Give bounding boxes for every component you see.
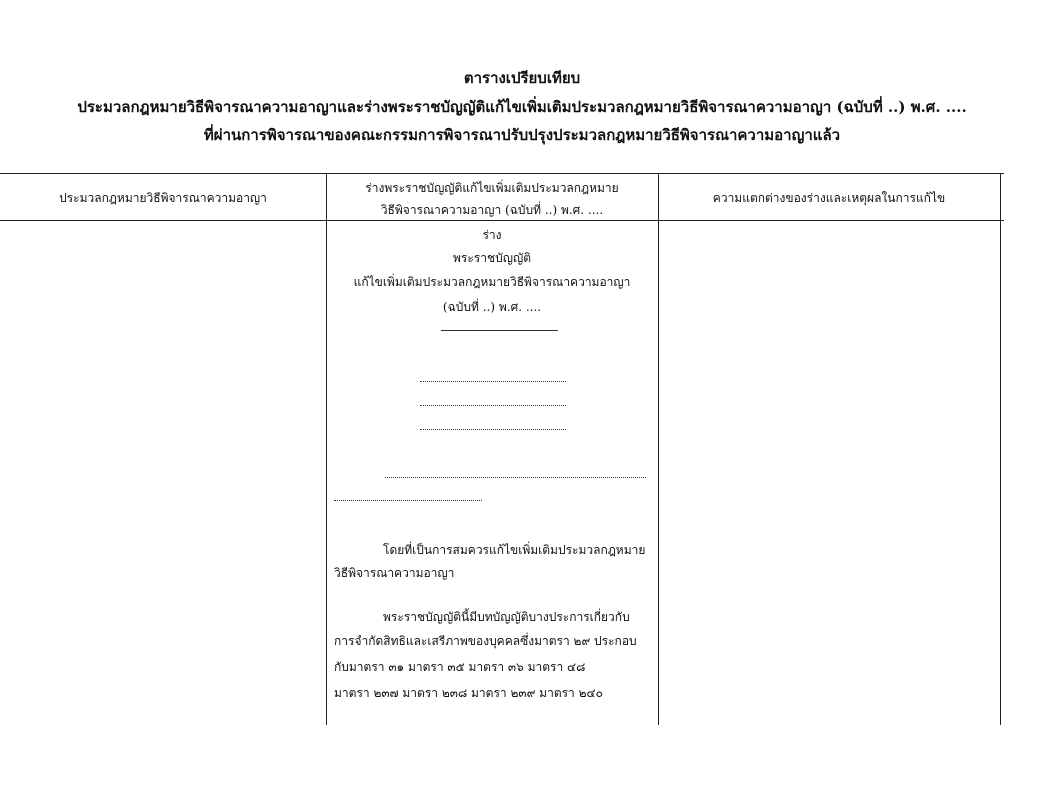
provision-text-line4: มาตรา ๒๓๗ มาตรา ๒๓๘ มาตรา ๒๓๙ มาตรา ๒๔๐ <box>334 686 603 700</box>
provision-text-line3: กับมาตรา ๓๑ มาตรา ๓๕ มาตรา ๓๖ มาตรา ๔๘ <box>334 660 586 674</box>
column-header-draft-line2: วิธีพิจารณาความอาญา (ฉบับที่ ..) พ.ศ. .... <box>380 203 604 217</box>
table-header-bottom-border <box>0 220 1004 221</box>
column-divider-2 <box>658 173 659 725</box>
draft-label: ร่าง <box>482 228 502 242</box>
dotted-line <box>420 405 566 406</box>
column-header-differences: ความแตกต่างของร่างและเหตุผลในการแก้ไข <box>712 191 946 205</box>
provision-text-line1: พระราชบัญญัตินี้มีบทบัญญัติบางประการเกี่ยวกับ <box>383 610 630 624</box>
title-underline <box>441 330 558 331</box>
column-header-draft-line1: ร่างพระราชบัญญัติแก้ไขเพิ่มเติมประมวลกฎหมาย <box>365 181 619 195</box>
reason-text-line1: โดยที่เป็นการสมควรแก้ไขเพิ่มเติมประมวลกฎหมาย <box>383 543 646 557</box>
dotted-line <box>420 429 566 430</box>
dotted-line <box>420 381 566 382</box>
dotted-line <box>385 477 646 478</box>
document-subtitle-2: ที่ผ่านการพิจารณาของคณะกรรมการพิจารณาปรับปรุงประมวลกฎหมายวิธีพิจารณาความอาญาแล้ว <box>203 126 841 144</box>
document-title: ตารางเปรียบเทียบ <box>463 69 581 87</box>
document-subtitle: ประมวลกฎหมายวิธีพิจารณาความอาญาและร่างพระราชบัญญัติแก้ไขเพิ่มเติมประมวลกฎหมายวิธีพิจารณาความอาญา (ฉบับที่ ..) พ.ศ. .... <box>77 98 967 116</box>
edition-line: (ฉบับที่ ..) พ.ศ. .... <box>442 300 542 314</box>
act-title: พระราชบัญญัติ <box>453 251 531 265</box>
column-header-code: ประมวลกฎหมายวิธีพิจารณาความอาญา <box>59 191 267 205</box>
reason-text-line2: วิธีพิจารณาความอาญา <box>334 566 455 580</box>
table-top-border <box>0 173 1004 174</box>
amendment-title: แก้ไขเพิ่มเติมประมวลกฎหมายวิธีพิจารณาความอาญา <box>353 275 631 289</box>
provision-text-line2: การจำกัดสิทธิและเสรีภาพของบุคคลซึ่งมาตรา ๒๙ ประกอบ <box>334 634 637 648</box>
dotted-line <box>334 500 482 501</box>
table-right-border <box>1000 173 1001 725</box>
